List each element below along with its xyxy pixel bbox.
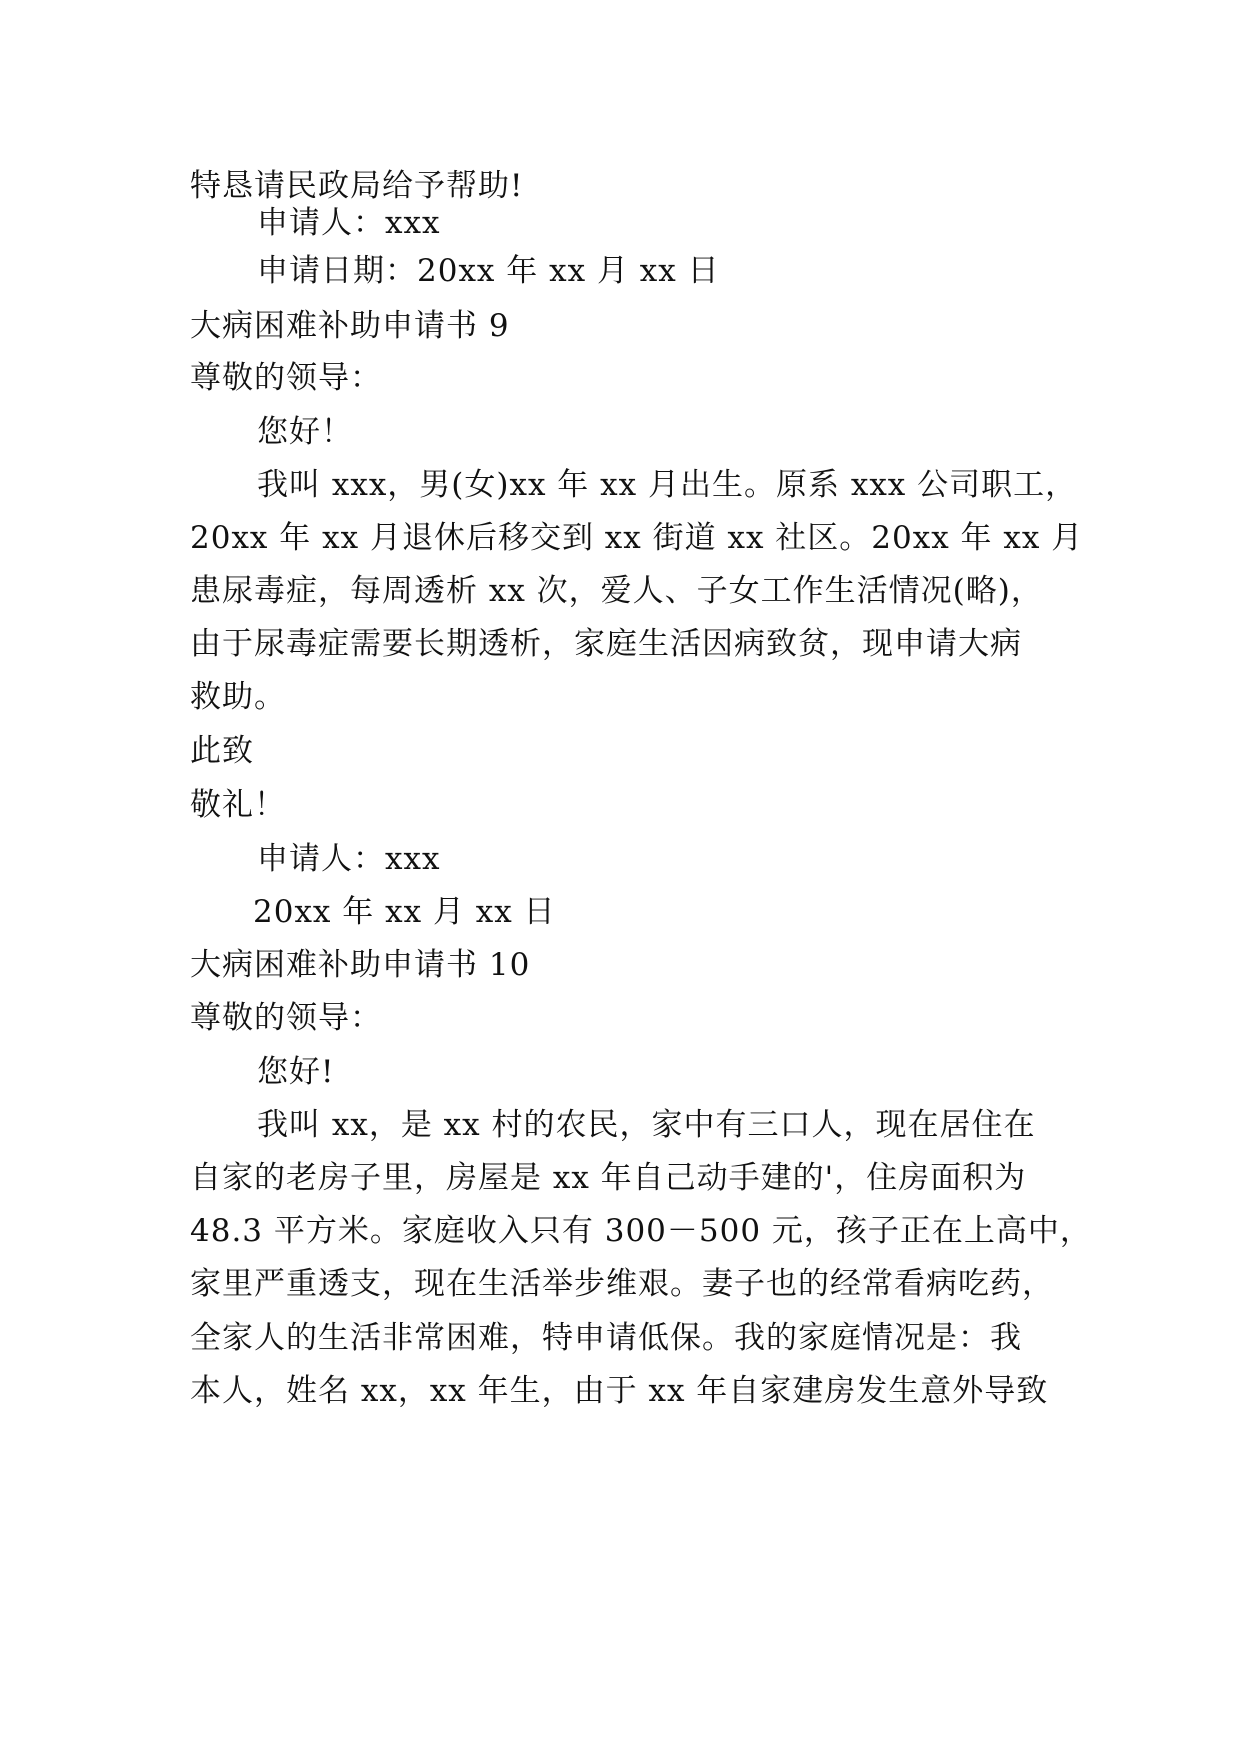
letter-9-body-line-4: 由于尿毒症需要长期透析，家庭生活因病致贫，现申请大病	[190, 626, 1022, 662]
letter-10-body-line-1: 我叫 xx，是 xx 村的农民，家中有三口人，现在居住在	[257, 1107, 1036, 1143]
letter-9-body-line-1: 我叫 xxx，男(女)xx 年 xx 月出生。原系 xxx 公司职工，	[257, 467, 1078, 503]
letter-10-title: 大病困难补助申请书 10	[190, 947, 531, 983]
letter-9-greeting: 您好！	[257, 414, 353, 450]
letter-10-body-line-5: 全家人的生活非常困难，特申请低保。我的家庭情况是：我	[190, 1320, 1022, 1356]
letter-9-salutation: 尊敬的领导：	[190, 360, 382, 396]
applicant-line: 申请人：xxx	[257, 205, 441, 241]
application-date-line: 申请日期：20xx 年 xx 月 xx 日	[257, 253, 720, 289]
letter-9-closing: 此致	[190, 733, 254, 769]
letter-10-body-line-4: 家里严重透支，现在生活举步维艰。妻子也的经常看病吃药，	[190, 1266, 1054, 1302]
letter-9-title: 大病困难补助申请书 9	[190, 308, 510, 344]
letter-9-body-line-3: 患尿毒症，每周透析 xx 次，爱人、子女工作生活情况(略)，	[190, 573, 1043, 609]
letter-9-body-line-5: 救助。	[190, 679, 286, 715]
letter-10-body-line-3: 48.3 平方米。家庭收入只有 300－500 元，孩子正在上高中，	[190, 1213, 1092, 1249]
letter-10-salutation: 尊敬的领导：	[190, 1000, 382, 1036]
closing-request-line: 特恳请民政局给予帮助!	[190, 168, 524, 204]
letter-9-date: 20xx 年 xx 月 xx 日	[253, 894, 556, 930]
letter-9-applicant: 申请人：xxx	[257, 841, 441, 877]
letter-9-body-line-2: 20xx 年 xx 月退休后移交到 xx 街道 xx 社区。20xx 年 xx 月	[190, 520, 1084, 556]
letter-10-body-line-2: 自家的老房子里，房屋是 xx 年自己动手建的'，住房面积为	[190, 1160, 1027, 1196]
letter-9-regards: 敬礼！	[190, 787, 286, 823]
letter-10-greeting: 您好!	[257, 1054, 335, 1090]
letter-10-body-line-6: 本人，姓名 xx，xx 年生，由于 xx 年自家建房发生意外导致	[190, 1373, 1049, 1409]
